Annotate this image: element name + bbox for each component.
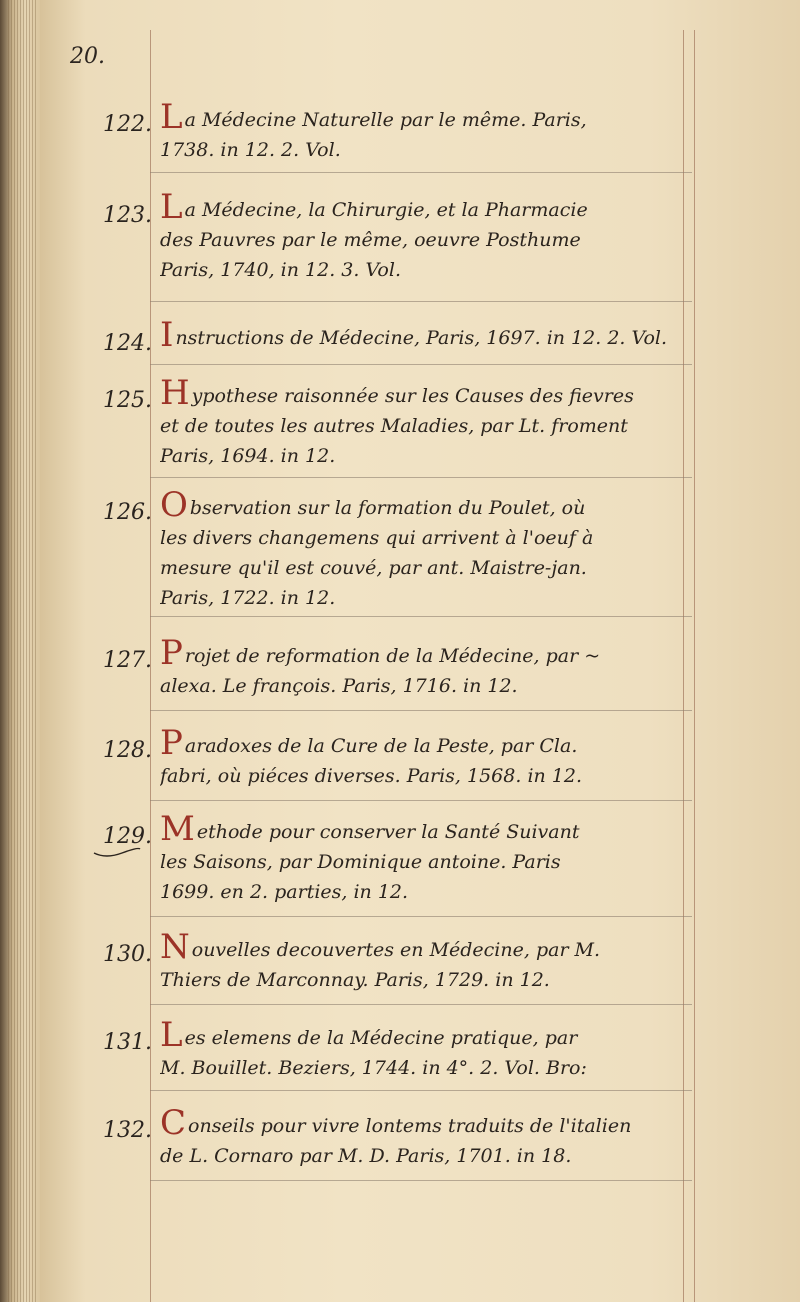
entry-line: Thiers de Marconnay. Paris, 1729. in 12.	[160, 969, 550, 991]
entry-separator	[150, 1090, 692, 1091]
entry-line: La Médecine, la Chirurgie, et la Pharmacie	[160, 192, 685, 225]
entry-line: et de toutes les autres Maladies, par Lt. froment	[160, 415, 628, 437]
number-flourish	[92, 845, 142, 859]
entry-text	[160, 102, 685, 165]
entry-text	[160, 192, 685, 285]
entry-line: Conseils pour vivre lontems traduits de l'italien	[160, 1108, 685, 1141]
page-number: 20.	[70, 44, 105, 69]
entry-initial: P	[160, 728, 183, 761]
page-edge-texture	[8, 0, 38, 1302]
entry-number: 122.	[103, 112, 152, 137]
entry-line: Hypothese raisonnée sur les Causes des fievres	[160, 378, 685, 411]
entry-line: M. Bouillet. Beziers, 1744. in 4°. 2. Vol. Bro:	[160, 1057, 587, 1079]
entry-number: 131.	[103, 1030, 152, 1055]
entry-text	[160, 378, 685, 471]
entry-line: Paradoxes de la Cure de la Peste, par Cla.	[160, 728, 685, 761]
right-margin-rule-outer	[694, 30, 695, 1302]
entry-line: 1738. in 12. 2. Vol.	[160, 139, 341, 161]
entry-text	[160, 638, 685, 701]
entry-line: des Pauvres par le même, oeuvre Posthume	[160, 229, 581, 251]
entry-separator	[150, 364, 692, 365]
entry-text	[160, 814, 685, 907]
entry-line: Nouvelles decouvertes en Médecine, par M.	[160, 932, 685, 965]
entry-initial: M	[160, 814, 195, 847]
entry-initial: C	[160, 1108, 187, 1141]
entry-separator	[150, 916, 692, 917]
entry-line: La Médecine Naturelle par le même. Paris,	[160, 102, 685, 135]
entry-separator	[150, 1180, 692, 1181]
entry-number: 125.	[103, 388, 152, 413]
entry-text	[160, 320, 685, 353]
entry-text	[160, 490, 685, 613]
entry-line: Paris, 1694. in 12.	[160, 445, 336, 467]
entry-number: 127.	[103, 648, 152, 673]
entry-number: 126.	[103, 500, 152, 525]
entry-separator	[150, 710, 692, 711]
entry-number: 130.	[103, 942, 152, 967]
entry-initial: L	[160, 192, 183, 225]
entry-initial: H	[160, 378, 190, 411]
entry-initial: L	[160, 102, 183, 135]
entry-initial: N	[160, 932, 190, 965]
entry-separator	[150, 172, 692, 173]
entry-separator	[150, 477, 692, 478]
entry-text	[160, 932, 685, 995]
entry-line: Instructions de Médecine, Paris, 1697. in 12. 2. Vol.	[160, 320, 685, 353]
entry-text	[160, 1108, 685, 1171]
entry-line: Projet de reformation de la Médecine, par ~	[160, 638, 685, 671]
entry-initial: L	[160, 1020, 183, 1053]
entry-number: 132.	[103, 1118, 152, 1143]
entry-number: 124.	[103, 331, 152, 356]
entry-line: Paris, 1722. in 12.	[160, 587, 336, 609]
entry-line: Paris, 1740, in 12. 3. Vol.	[160, 259, 401, 281]
entry-line: de L. Cornaro par M. D. Paris, 1701. in 18.	[160, 1145, 572, 1167]
entry-separator	[150, 616, 692, 617]
entry-line: Methode pour conserver la Santé Suivant	[160, 814, 685, 847]
entry-separator	[150, 800, 692, 801]
entry-initial: P	[160, 638, 183, 671]
entry-line: Les elemens de la Médecine pratique, par	[160, 1020, 685, 1053]
entry-line: les divers changemens qui arrivent à l'oeuf à	[160, 527, 594, 549]
entry-line: 1699. en 2. parties, in 12.	[160, 881, 409, 903]
entry-line: Observation sur la formation du Poulet, où	[160, 490, 685, 523]
entry-separator	[150, 301, 692, 302]
entry-line: mesure qu'il est couvé, par ant. Maistre-jan.	[160, 557, 587, 579]
entry-line: les Saisons, par Dominique antoine. Paris	[160, 851, 561, 873]
entry-number: 123.	[103, 203, 152, 228]
entry-number: 128.	[103, 738, 152, 763]
entry-initial: I	[160, 320, 174, 353]
entry-initial: O	[160, 490, 188, 523]
entry-number: 129.	[103, 824, 152, 849]
entry-line: alexa. Le françois. Paris, 1716. in 12.	[160, 675, 518, 697]
entry-text	[160, 728, 685, 791]
entry-line: fabri, où piéces diverses. Paris, 1568. in 12.	[160, 765, 583, 787]
entry-text	[160, 1020, 685, 1083]
entry-separator	[150, 1004, 692, 1005]
